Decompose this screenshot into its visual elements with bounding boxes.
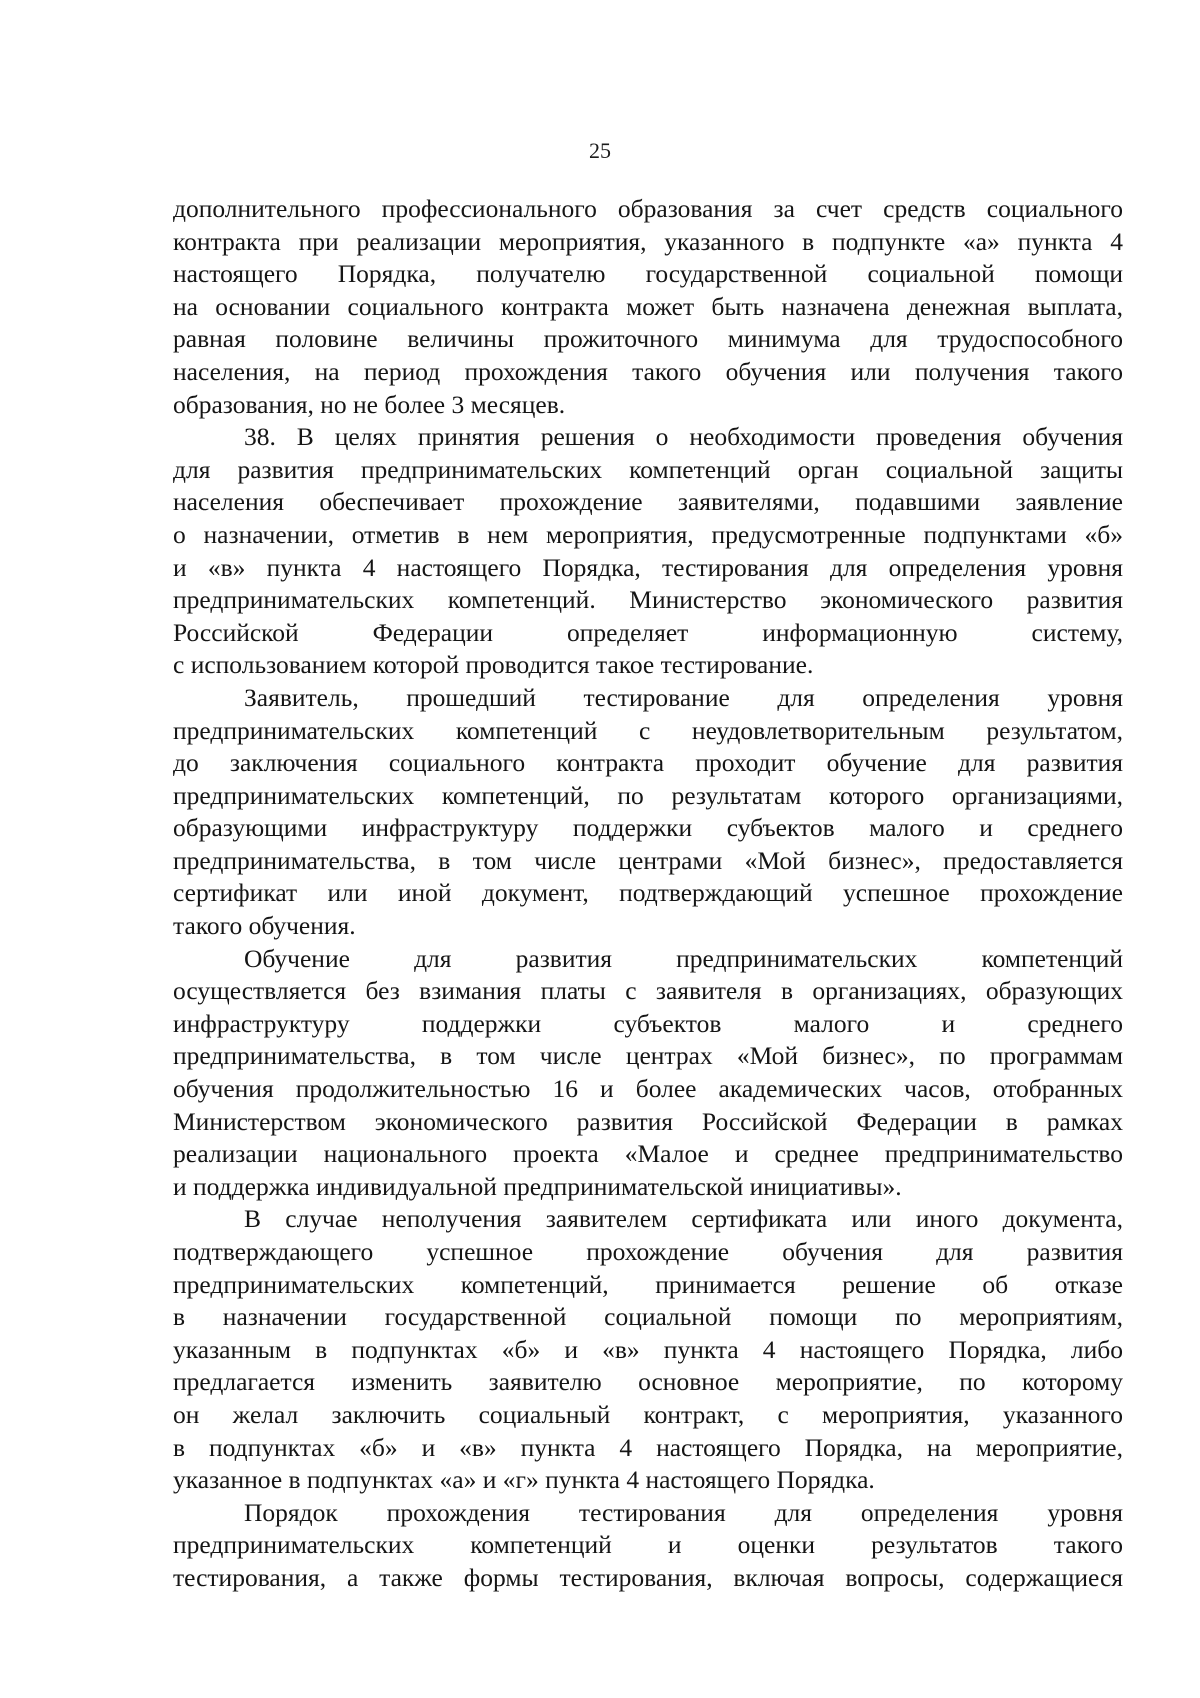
paragraph-applicant-testing [173, 682, 1123, 943]
text-line: образования, но не более 3 месяцев. [173, 389, 566, 419]
paragraph-certificate-refusal [173, 1203, 1123, 1496]
text-line: до заключения социального контракта проходит обучение для развития [173, 748, 1123, 778]
text-line: подтверждающего успешное прохождение обучения для развития [173, 1237, 1123, 1266]
text-line: предлагается изменить заявителю основное мероприятие, по которому [173, 1367, 1123, 1397]
text-line: населения обеспечивает прохождение заявителями, подавшими заявление [173, 487, 1123, 517]
text-line: населения, на период прохождения такого обучения или получения такого [173, 356, 1123, 386]
text-line: о назначении, отметив в нем мероприятия, предусмотренные подпунктами «б» [173, 519, 1123, 549]
text-line: реализации национального проекта «Малое и среднее предпринимательство [173, 1139, 1123, 1169]
text-line: равная половине величины прожиточного минимума для трудоспособного [173, 324, 1123, 354]
text-line: Обучение для развития предпринимательских компетенций [244, 943, 1123, 973]
paragraph-item-38 [173, 421, 1123, 682]
paragraph-free-training [173, 943, 1123, 1204]
text-line: и поддержка индивидуальной предпринимательской инициативы». [173, 1171, 902, 1201]
text-line: контракта при реализации мероприятия, указанного в подпункте «а» пункта 4 [173, 226, 1123, 256]
text-line: 38. В целях принятия решения о необходимости проведения обучения [244, 422, 1123, 452]
text-line: предпринимательства, в том числе центрах «Мой бизнес», по программам [173, 1041, 1123, 1071]
paragraph-education-payment [173, 193, 1123, 421]
paragraph-testing-procedure [173, 1497, 1123, 1595]
text-line: В случае неполучения заявителем сертификата или иного документа, [244, 1204, 1123, 1234]
text-line: такого обучения. [173, 911, 356, 941]
page-number: 25 [589, 138, 611, 163]
text-line: с использованием которой проводится такое тестирование. [173, 650, 814, 680]
text-line: предпринимательских компетенций и оценки результатов такого [173, 1530, 1123, 1560]
text-line: в подпунктах «б» и «в» пункта 4 настоящего Порядка, на мероприятие, [173, 1432, 1123, 1462]
text-line: на основании социального контракта может быть назначена денежная выплата, [173, 291, 1123, 321]
text-line: Российской Федерации определяет информационную систему, [173, 617, 1123, 647]
text-line: он желал заключить социальный контракт, с мероприятия, указанного [173, 1399, 1123, 1429]
text-line: предпринимательства, в том числе центрами «Мой бизнес», предоставляется [173, 845, 1123, 875]
text-line: для развития предпринимательских компетенций орган социальной защиты [173, 454, 1123, 484]
text-line: в назначении государственной социальной помощи по мероприятиям, [173, 1302, 1123, 1332]
text-line: предпринимательских компетенций, по результатам которого организациями, [173, 780, 1123, 810]
text-line: предпринимательских компетенций, принимается решение об отказе [173, 1269, 1123, 1299]
text-line: указанным в подпунктах «б» и «в» пункта 4 настоящего Порядка, либо [173, 1334, 1123, 1364]
text-line: сертификат или иной документ, подтверждающий успешное прохождение [173, 878, 1123, 908]
text-line: указанное в подпунктах «а» и «г» пункта 4 настоящего Порядка. [173, 1465, 875, 1495]
text-line: предпринимательских компетенций с неудовлетворительным результатом, [173, 715, 1123, 745]
text-line: обучения продолжительностью 16 и более академических часов, отобранных [173, 1074, 1123, 1104]
text-line: предпринимательских компетенций. Министерство экономического развития [173, 585, 1123, 615]
text-line: настоящего Порядка, получателю государственной социальной помощи [173, 259, 1123, 289]
text-line: тестирования, а также формы тестирования, включая вопросы, содержащиеся [173, 1562, 1123, 1592]
text-line: образующими инфраструктуру поддержки субъектов малого и среднего [173, 813, 1123, 843]
text-line: Порядок прохождения тестирования для определения уровня [244, 1497, 1123, 1527]
text-line: дополнительного профессионального образования за счет средств социального [173, 194, 1123, 223]
document-body [173, 193, 1123, 1595]
text-line: Министерством экономического развития Российской Федерации в рамках [173, 1106, 1123, 1136]
text-line: осуществляется без взимания платы с заявителя в организациях, образующих [173, 976, 1123, 1006]
text-line: Заявитель, прошедший тестирование для определения уровня [244, 682, 1123, 712]
text-line: и «в» пункта 4 настоящего Порядка, тестирования для определения уровня [173, 552, 1123, 582]
text-line: инфраструктуру поддержки субъектов малого и среднего [173, 1008, 1123, 1038]
